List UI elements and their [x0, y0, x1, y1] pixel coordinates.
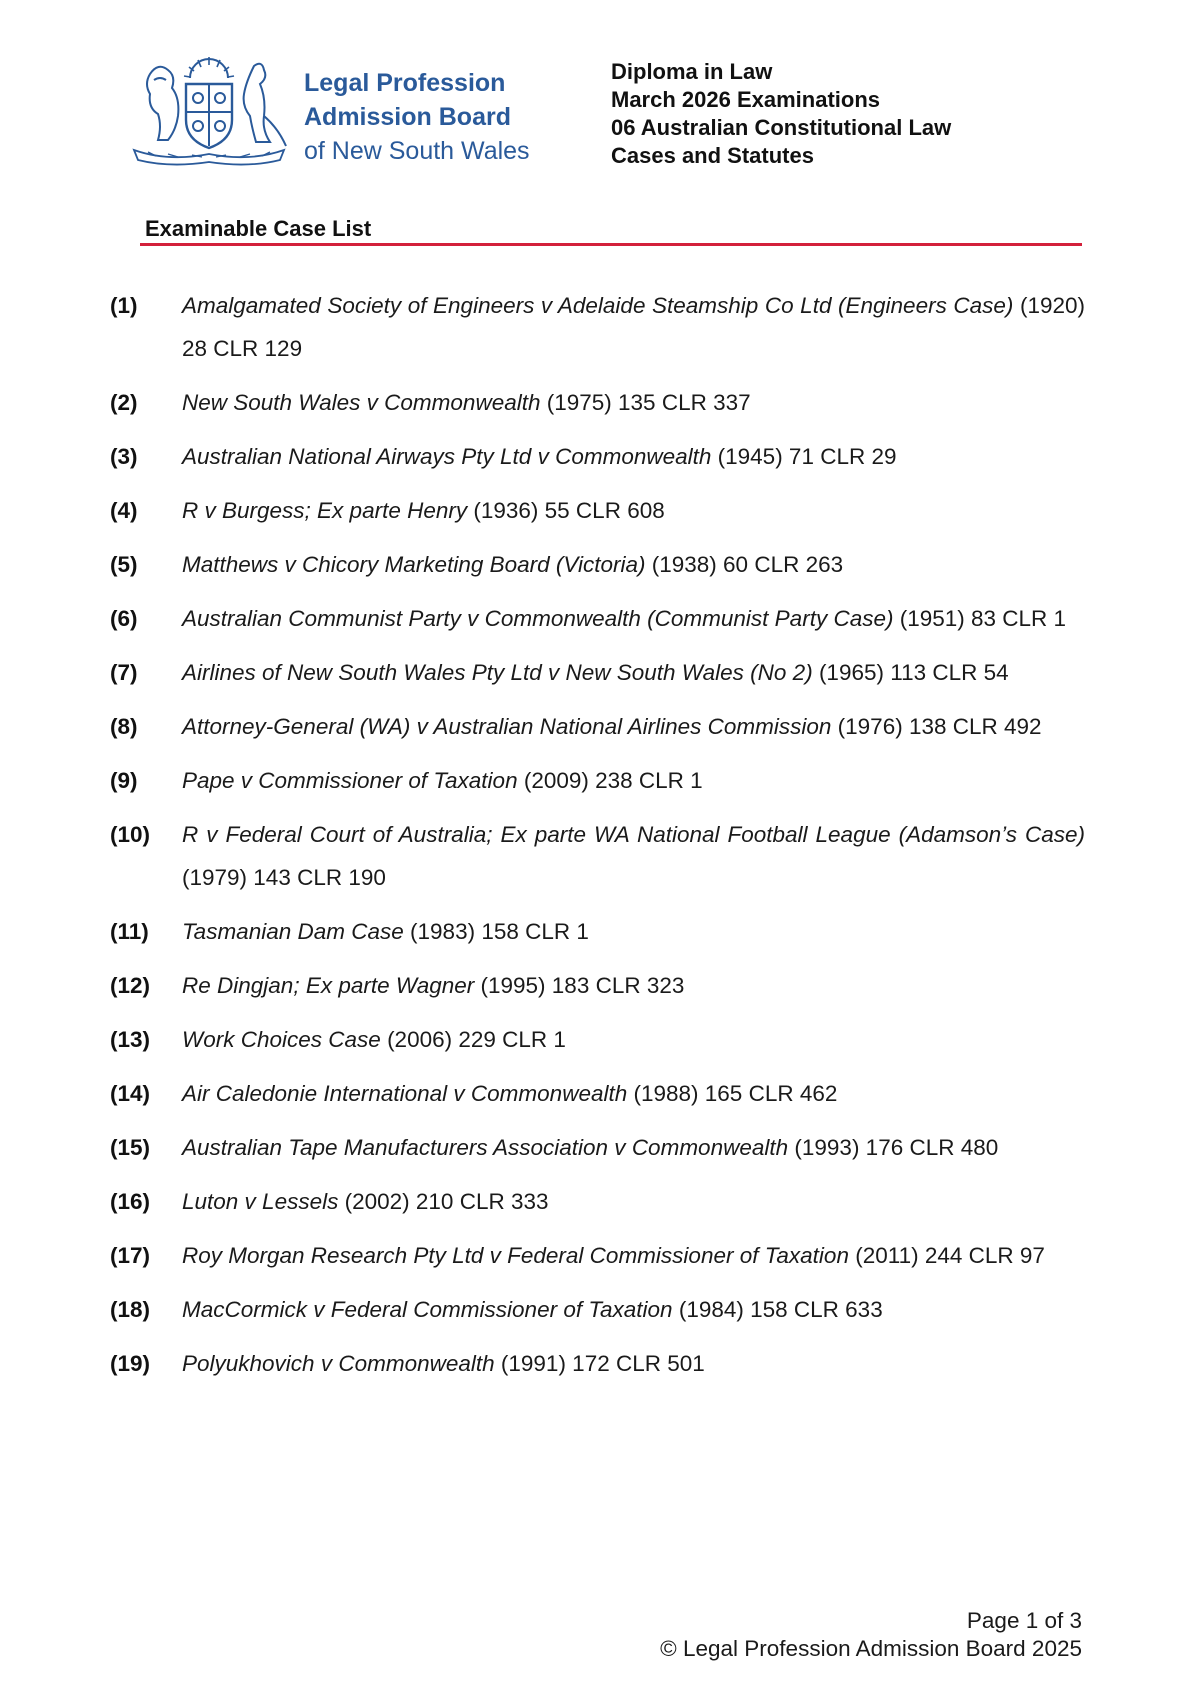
org-name-line-3: of New South Wales [304, 137, 530, 165]
case-number: (1) [110, 293, 138, 318]
case-citation: (1988) 165 CLR 462 [627, 1081, 838, 1106]
case-item [110, 1180, 1085, 1223]
case-item [110, 1288, 1085, 1331]
case-name: New South Wales v Commonwealth [182, 390, 541, 415]
case-item [110, 1072, 1085, 1115]
case-citation: (1983) 158 CLR 1 [403, 919, 589, 944]
case-citation: (1945) 71 CLR 29 [711, 444, 897, 469]
org-name [304, 66, 530, 168]
case-name: R v Burgess; Ex parte Henry [182, 498, 468, 523]
case-number: (7) [110, 660, 138, 685]
case-item [110, 1126, 1085, 1169]
case-item [110, 284, 1085, 370]
case-item [110, 1234, 1085, 1277]
case-name: Air Caledonie International v Commonwealth [182, 1081, 628, 1106]
case-item [110, 381, 1085, 424]
section-divider [140, 243, 1082, 246]
case-item [110, 1018, 1085, 1061]
case-citation: (1936) 55 CLR 608 [467, 498, 665, 523]
case-name: Work Choices Case [182, 1027, 381, 1052]
header-line-1: Diploma in Law [611, 59, 773, 84]
case-name: Australian Communist Party v Commonwealth (Communist Party Case) [182, 606, 894, 631]
case-item [110, 489, 1085, 532]
case-citation: (1951) 83 CLR 1 [893, 606, 1067, 631]
case-number: (12) [110, 973, 151, 998]
case-number: (9) [110, 768, 138, 793]
case-list [110, 284, 1085, 1396]
case-item [110, 705, 1085, 748]
case-name: Australian Tape Manufacturers Association v Commonwealth [182, 1135, 789, 1160]
case-number: (17) [110, 1243, 151, 1268]
case-citation: (1938) 60 CLR 263 [645, 552, 844, 577]
header-line-4: Cases and Statutes [611, 143, 814, 168]
case-citation: (1995) 183 CLR 323 [474, 973, 685, 998]
case-number: (15) [110, 1135, 151, 1160]
case-number: (18) [110, 1297, 151, 1322]
case-citation: (1975) 135 CLR 337 [540, 390, 751, 415]
case-number: (11) [110, 919, 149, 944]
case-number: (5) [110, 552, 138, 577]
case-number: (13) [110, 1027, 151, 1052]
section-title: Examinable Case List [145, 216, 372, 241]
case-citation: (1979) 143 CLR 190 [182, 865, 386, 890]
org-name-line-1: Legal Profession [304, 69, 506, 97]
case-item [110, 651, 1085, 694]
case-name: Australian National Airways Pty Ltd v Commonwealth [182, 444, 712, 469]
case-item [110, 813, 1085, 899]
case-item [110, 597, 1085, 640]
org-logo [128, 54, 548, 174]
case-number: (3) [110, 444, 138, 469]
case-item [110, 964, 1085, 1007]
case-name: Re Dingjan; Ex parte Wagner [182, 973, 475, 998]
case-number: (10) [110, 822, 151, 847]
case-name: MacCormick v Federal Commissioner of Taxation [182, 1297, 673, 1322]
case-name: Tasmanian Dam Case [182, 919, 404, 944]
case-number: (16) [110, 1189, 151, 1214]
case-number: (19) [110, 1351, 151, 1376]
case-citation: (2011) 244 CLR 97 [848, 1243, 1045, 1268]
case-item [110, 910, 1085, 953]
document-header [611, 58, 951, 170]
case-citation: (2002) 210 CLR 333 [338, 1189, 549, 1214]
case-citation: (1965) 113 CLR 54 [812, 660, 1009, 685]
nsw-coat-of-arms-icon [128, 54, 290, 166]
case-number: (8) [110, 714, 138, 739]
case-citation: (1991) 172 CLR 501 [494, 1351, 705, 1376]
case-item [110, 543, 1085, 586]
case-number: (2) [110, 390, 138, 415]
case-item [110, 759, 1085, 802]
case-name: Matthews v Chicory Marketing Board (Victoria) [182, 552, 646, 577]
case-number: (4) [110, 498, 138, 523]
case-name: Pape v Commissioner of Taxation [182, 768, 518, 793]
case-name: R v Federal Court of Australia; Ex parte WA National Football League (Adamson’s Case) [182, 822, 1085, 847]
case-name: Polyukhovich v Commonwealth [182, 1351, 495, 1376]
copyright-notice: © Legal Profession Admission Board 2025 [660, 1636, 1082, 1661]
case-name: Luton v Lessels [182, 1189, 339, 1214]
case-name: Amalgamated Society of Engineers v Adelaide Steamship Co Ltd (Engineers Case) [182, 293, 1014, 318]
header-line-3: 06 Australian Constitutional Law [611, 115, 952, 140]
case-name: Attorney-General (WA) v Australian National Airlines Commission [182, 714, 832, 739]
org-name-line-2: Admission Board [304, 103, 511, 131]
case-name: Roy Morgan Research Pty Ltd v Federal Commissioner of Taxation [182, 1243, 849, 1268]
case-citation: (1920) 28 CLR 129 [182, 293, 1086, 361]
header-line-2: March 2026 Examinations [611, 87, 881, 112]
case-item [110, 1342, 1085, 1385]
case-citation: (1976) 138 CLR 492 [831, 714, 1042, 739]
case-citation: (1993) 176 CLR 480 [788, 1135, 999, 1160]
case-name: Airlines of New South Wales Pty Ltd v New South Wales (No 2) [182, 660, 813, 685]
case-number: (14) [110, 1081, 151, 1106]
case-citation: (2006) 229 CLR 1 [380, 1027, 566, 1052]
case-item [110, 435, 1085, 478]
page-number: Page 1 of 3 [966, 1608, 1082, 1633]
case-citation: (2009) 238 CLR 1 [517, 768, 703, 793]
case-citation: (1984) 158 CLR 633 [672, 1297, 883, 1322]
page-footer [660, 1607, 1082, 1663]
case-number: (6) [110, 606, 138, 631]
